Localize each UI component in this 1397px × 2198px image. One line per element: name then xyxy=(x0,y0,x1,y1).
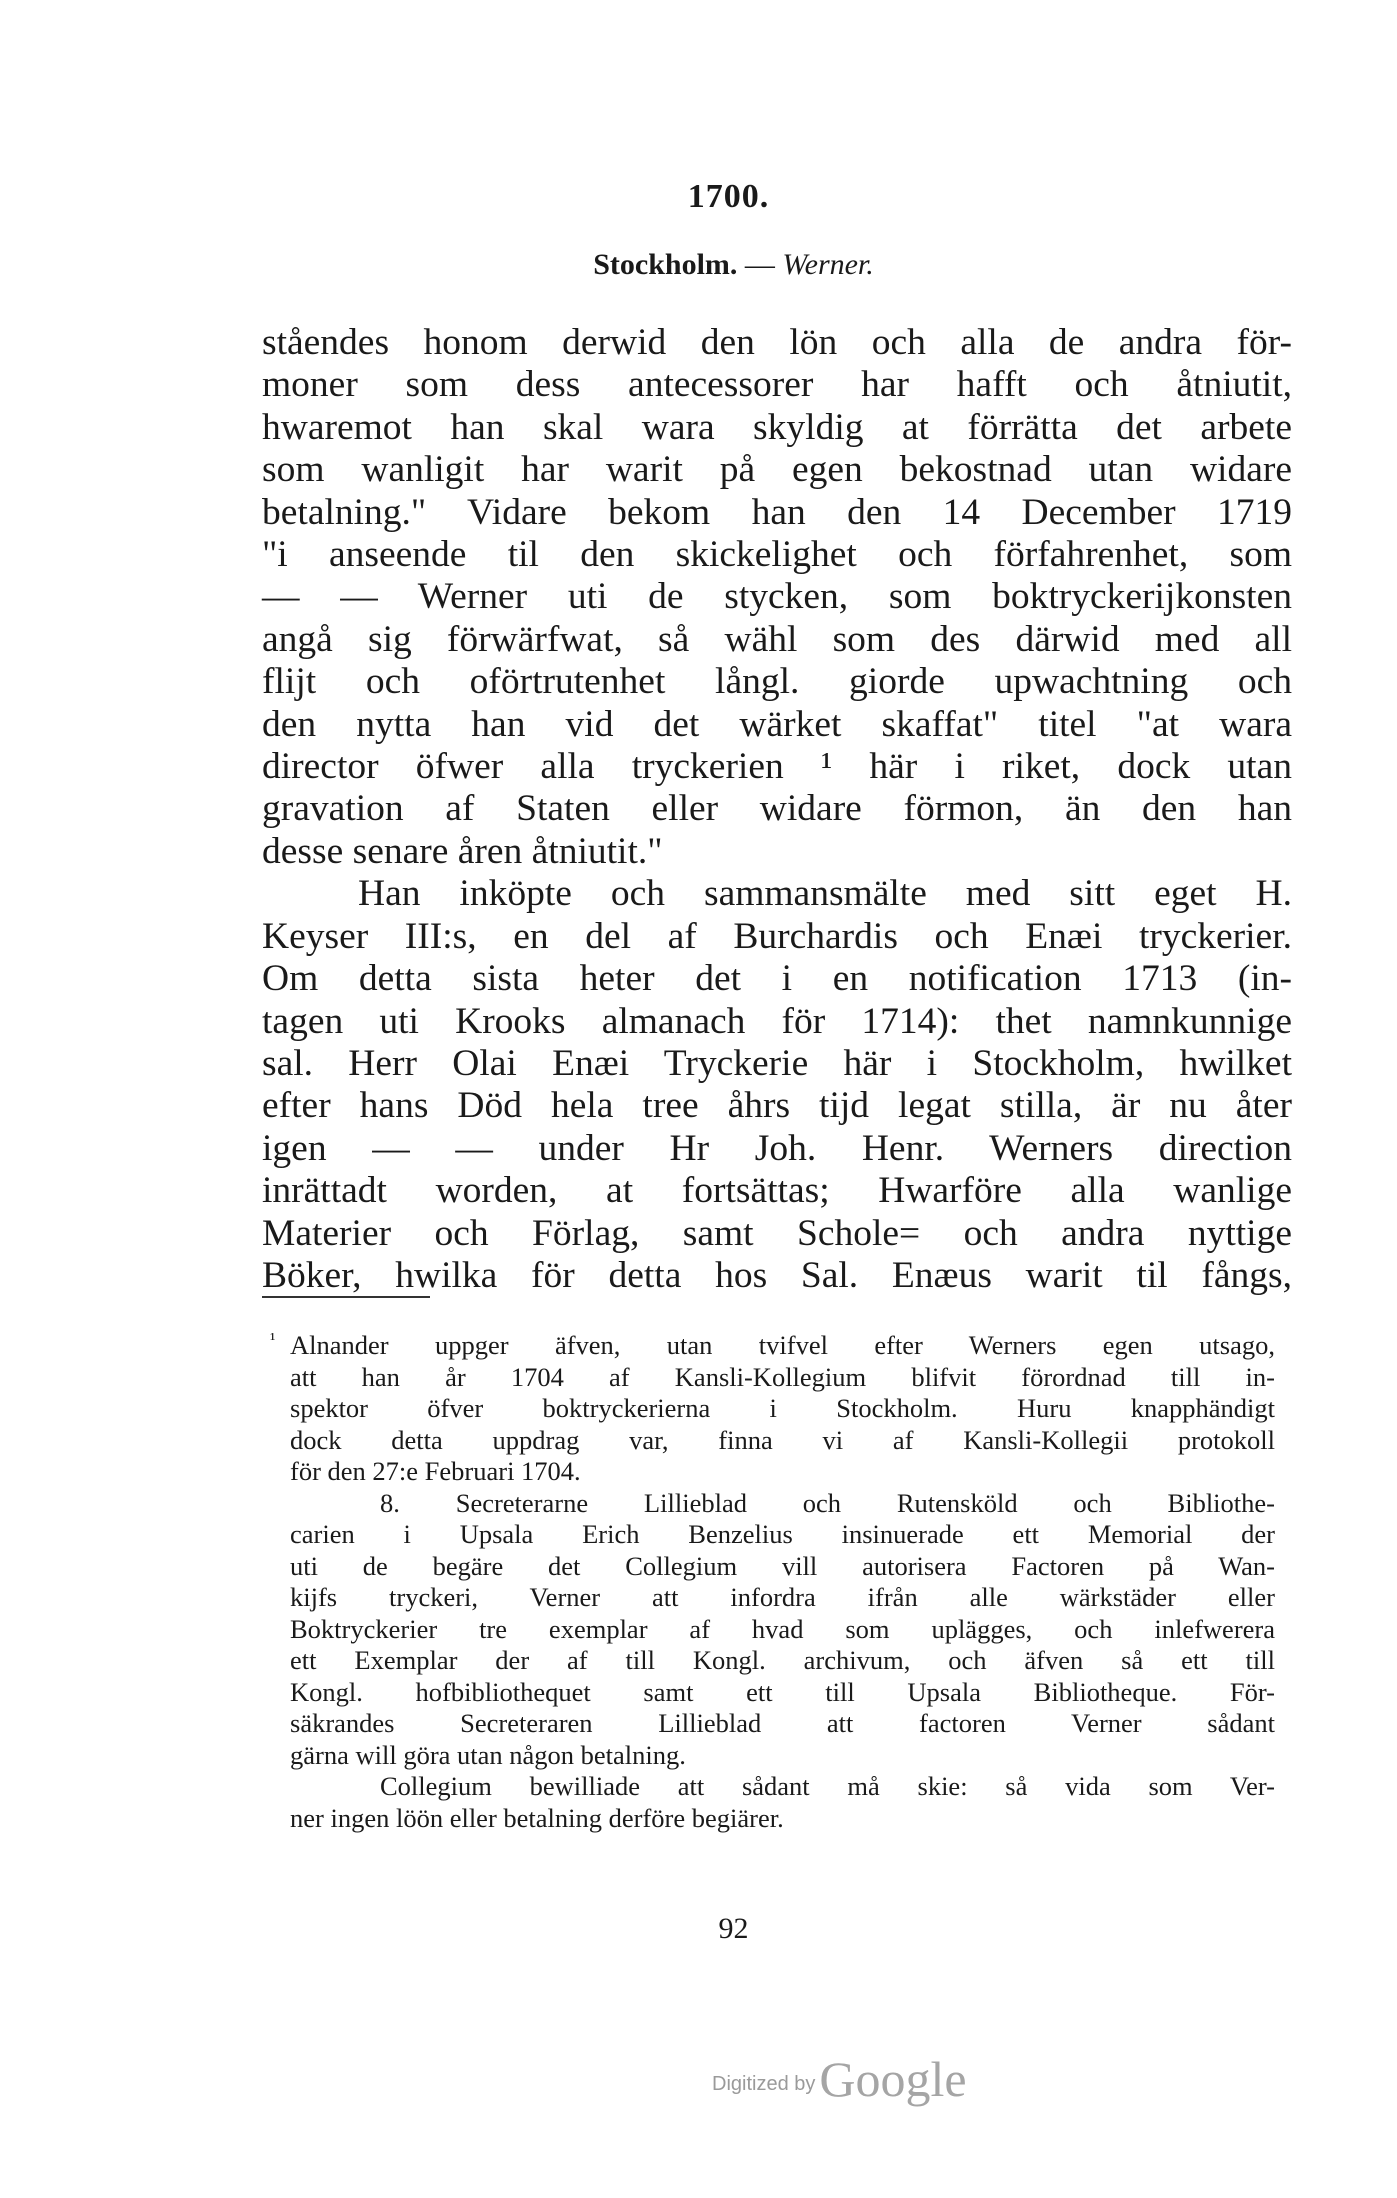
text-line: Materier och Förlag, samt Schole= och andra nyttige xyxy=(262,1212,1292,1254)
text-line: sal. Herr Olai Enæi Tryckerie här i Stockholm, hwilket xyxy=(262,1042,1292,1084)
text-line: moner som dess antecessorer har hafft och åtniutit, xyxy=(262,364,1292,406)
footnote-line: gärna will göra utan någon betalning. xyxy=(290,1739,686,1770)
running-head-place: Stockholm. xyxy=(593,248,738,281)
footnote-line: dock detta uppdrag var, finna vi af Kansli-Kollegii protokoll xyxy=(290,1424,1275,1455)
text-line: desse senare åren åtniutit." xyxy=(262,830,663,872)
footnote-line: för den 27:e Februari 1704. xyxy=(290,1456,581,1486)
running-head-dash: — xyxy=(744,248,775,281)
text-line: ståendes honom derwid den lön och alla de andra för- xyxy=(262,322,1292,363)
text-line: som wanligit har warit på egen bekostnad utan widare xyxy=(262,449,1292,491)
google-watermark xyxy=(712,2050,967,2108)
text-line: tagen uti Krooks almanach för 1714): thet namnkunnige xyxy=(262,1000,1292,1042)
footnote-line: uti de begäre det Collegium vill autorisera Factoren på Wan- xyxy=(290,1550,1275,1581)
text-line: Han inköpte och sammansmälte med sitt eget H. xyxy=(358,873,1292,915)
footnote-line xyxy=(270,1329,1275,1362)
text-line: director öfwer alla tryckerien ¹ här i riket, dock utan xyxy=(262,746,1292,788)
text-line: inrättadt worden, at fortsättas; Hwarföre alla wanlige xyxy=(262,1170,1292,1212)
footnote-line: 8. Secreterarne Lillieblad och Rutensköld och Bibliothe- xyxy=(380,1487,1275,1518)
text-line: gravation af Staten eller widare förmon, än den han xyxy=(262,788,1292,830)
text-line: Keyser III:s, en del af Burchardis och Enæi tryckerier. xyxy=(262,915,1292,957)
footnote-line: säkrandes Secreteraren Lillieblad att factoren Verner sådant xyxy=(290,1708,1275,1738)
footnote-line: ner ingen löön eller betalning derföre begiärer. xyxy=(290,1802,784,1833)
footnote-line: spektor öfver boktryckerierna i Stockholm. Huru knapphändigt xyxy=(290,1393,1275,1423)
footnote-line: Kongl. hofbibliothequet samt ett till Upsala Bibliotheque. För- xyxy=(290,1676,1275,1707)
running-head xyxy=(0,248,1397,282)
text-line: Böker, hwilka för detta hos Sal. Enæus warit til fångs, xyxy=(262,1254,1292,1296)
google-logo: Google xyxy=(819,2051,967,2107)
text-line: efter hans Död hela tree åhrs tijd legat stilla, är nu åter xyxy=(262,1085,1292,1127)
footnote-marker: ¹ xyxy=(270,1329,276,1349)
footnote-line: kijfs tryckeri, Verner att infordra ifrån alle wärkstäder eller xyxy=(290,1582,1275,1612)
footnote-separator xyxy=(262,1296,430,1298)
page-number: 92 xyxy=(718,1912,749,1945)
footnote-line: Collegium bewilliade att sådant må skie: så vida som Ver- xyxy=(380,1771,1275,1801)
text-line: Om detta sista heter det i en notification 1713 (in- xyxy=(262,958,1292,1000)
text-line: — — Werner uti de stycken, som boktryckerijkonsten xyxy=(262,576,1292,618)
running-head-name: Werner. xyxy=(782,248,874,281)
footnote-line: Boktryckerier tre exemplar af hvad som uplägges, och inlefwerera xyxy=(290,1613,1275,1644)
text-line: angå sig förwärfwat, så wähl som des därwid med all xyxy=(262,618,1292,660)
text-line: hwaremot han skal wara skyldig at förrätta det arbete xyxy=(262,406,1292,448)
text-line: flijt och oförtrutenhet långl. giorde upwachtning och xyxy=(262,661,1292,703)
footnote-line: carien i Upsala Erich Benzelius insinuerade ett Memorial der xyxy=(290,1519,1275,1549)
text-line: "i anseende til den skickelighet och förfahrenhet, som xyxy=(262,534,1292,576)
main-text xyxy=(262,322,1292,1297)
footnote-line-text: Alnander uppger äfven, utan tvifvel efter Werners egen utsago, xyxy=(290,1330,1275,1360)
footnote-line: ett Exemplar der af till Kongl. archivum, och äfven så ett till xyxy=(290,1645,1275,1675)
text-line: igen — — under Hr Joh. Henr. Werners direction xyxy=(262,1127,1292,1169)
footnote-line: att han år 1704 af Kansli-Kollegium blifvit förordnad till in- xyxy=(290,1361,1275,1392)
footnotes xyxy=(270,1329,1275,1834)
text-line: den nytta han vid det wärket skaffat" titel "at wara xyxy=(262,703,1292,745)
watermark-prefix: Digitized by xyxy=(712,2073,816,2095)
year-heading: 1700. xyxy=(687,178,770,215)
text-line: betalning." Vidare bekom han den 14 December 1719 xyxy=(262,491,1292,533)
